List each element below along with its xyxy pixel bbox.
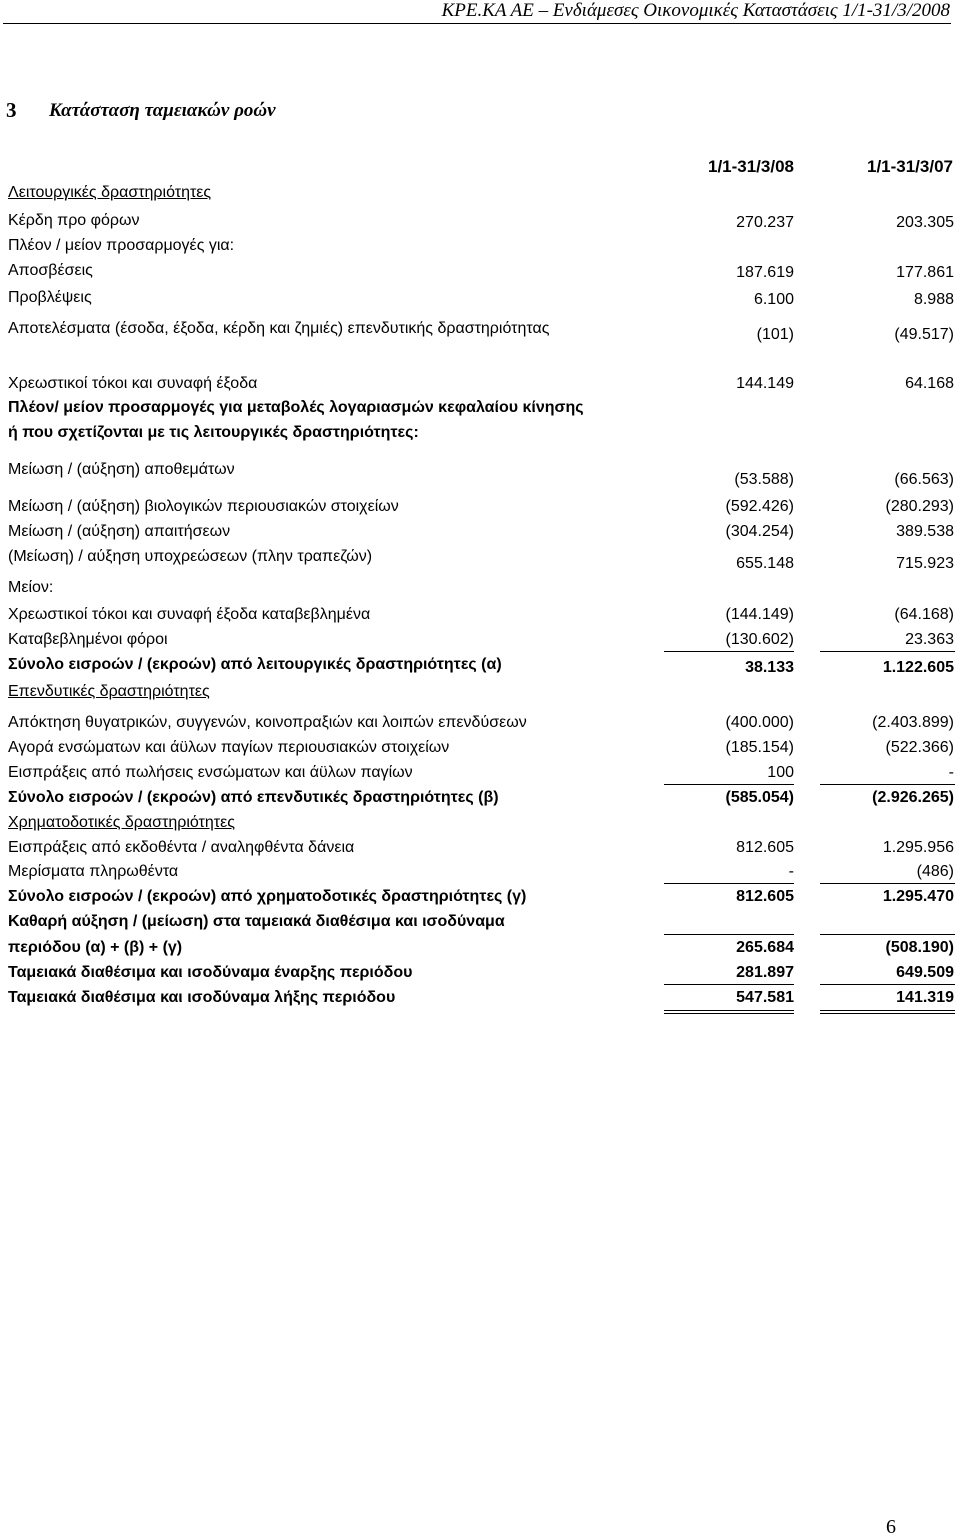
row-label: Προβλέψεις (8, 289, 92, 306)
row-value-prior: (2.926.265) (872, 789, 954, 806)
total-rule-prior-double (820, 1013, 955, 1014)
row-label: ή που σχετίζονται με τις λειτουργικές δραστηριότητες: (8, 424, 419, 441)
column-header-current: 1/1-31/3/08 (707, 157, 794, 176)
total-rule-current (664, 1010, 794, 1011)
row-value-prior: 203.305 (896, 214, 954, 231)
row-value-prior: 177.861 (896, 264, 954, 281)
row-value-current: 6.100 (753, 291, 794, 308)
row-label: Αγορά ενσώματων και άϋλων παγίων περιουσιακών στοιχείων (8, 739, 450, 756)
header-rule (3, 23, 951, 24)
row-label: Ταμειακά διαθέσιμα και ισοδύναμα λήξης περιόδου (8, 989, 396, 1006)
row-value-current: 547.581 (736, 989, 794, 1006)
row-value-prior: 1.295.470 (882, 888, 954, 905)
row-value-prior: (522.366) (885, 739, 954, 756)
row-value-current: (144.149) (725, 606, 794, 623)
section-number: 3 (6, 98, 17, 122)
row-value-current: 281.897 (736, 964, 794, 981)
subtotal-rule-current (664, 784, 794, 785)
row-value-current: (304.254) (725, 523, 794, 540)
row-label: Αποτελέσματα (έσοδα, έξοδα, κέρδη και ζημιές) επενδυτικής δραστηριότητας (8, 320, 550, 337)
row-value-current: 144.149 (736, 375, 794, 392)
total-rule-prior (820, 1010, 955, 1011)
row-value-prior: 23.363 (905, 631, 954, 648)
subtotal-rule-prior (820, 651, 955, 652)
row-value-prior: (2.403.899) (872, 714, 954, 731)
section-title: Κατάσταση ταμειακών ροών (49, 100, 276, 121)
row-label: Μερίσματα πληρωθέντα (8, 863, 179, 880)
subtotal-rule-current (664, 651, 794, 652)
subtotal-rule-prior (820, 934, 955, 935)
row-label: Πλέον / μείον προσαρμογές για: (8, 237, 235, 254)
page-number: 6 (886, 1516, 896, 1538)
row-label: Εισπράξεις από εκδοθέντα / αναληφθέντα δάνεια (8, 839, 355, 856)
row-value-prior: 389.538 (896, 523, 954, 540)
row-label: Χρεωστικοί τόκοι και συναφή έξοδα (8, 375, 258, 392)
row-value-current: 812.605 (736, 888, 794, 905)
row-value-prior: - (948, 764, 954, 781)
column-header-prior: 1/1-31/3/07 (866, 157, 953, 176)
row-value-current: (130.602) (725, 631, 794, 648)
running-header: ΚΡΕ.ΚΑ ΑΕ – Ενδιάμεσες Οικονομικές Καταστάσεις 1/1-31/3/2008 (441, 0, 950, 21)
row-value-current: 265.684 (736, 939, 794, 956)
row-value-prior: (66.563) (894, 471, 954, 488)
subtotal-rule-prior (820, 784, 955, 785)
row-label: περιόδου (α) + (β) + (γ) (8, 939, 183, 956)
row-label: Σύνολο εισροών / (εκροών) από χρηματοδοτικές δραστηριότητες (γ) (8, 888, 527, 905)
row-value-current: - (788, 863, 794, 880)
subtotal-rule-prior (820, 984, 955, 985)
row-value-prior: 715.923 (896, 555, 954, 572)
total-rule-current-double (664, 1013, 794, 1014)
row-label: Ταμειακά διαθέσιμα και ισοδύναμα έναρξης περιόδου (8, 964, 413, 981)
row-label: Μείωση / (αύξηση) βιολογικών περιουσιακών στοιχείων (8, 498, 399, 515)
row-value-current: (400.000) (725, 714, 794, 731)
row-label: Καθαρή αύξηση / (μείωση) στα ταμειακά διαθέσιμα και ισοδύναμα (8, 913, 505, 930)
row-label: Επενδυτικές δραστηριότητες (8, 683, 210, 700)
row-value-prior: 649.509 (896, 964, 954, 981)
row-value-prior: (280.293) (885, 498, 954, 515)
row-value-prior: (49.517) (894, 326, 954, 343)
row-value-prior: (508.190) (885, 939, 954, 956)
row-label: Απόκτηση θυγατρικών, συγγενών, κοινοπραξιών και λοιπών επενδύσεων (8, 714, 527, 731)
row-label: Εισπράξεις από πωλήσεις ενσώματων και άϋλων παγίων (8, 764, 413, 781)
row-value-current: (101) (756, 326, 794, 343)
row-value-current: (185.154) (725, 739, 794, 756)
row-value-current: (592.426) (725, 498, 794, 515)
row-value-prior: 141.319 (896, 989, 954, 1006)
row-value-prior: (486) (916, 863, 954, 880)
row-value-prior: 1.295.956 (882, 839, 954, 856)
row-label: Χρεωστικοί τόκοι και συναφή έξοδα καταβεβλημένα (8, 606, 371, 623)
row-value-prior: 64.168 (905, 375, 954, 392)
subtotal-rule-prior (820, 883, 955, 884)
row-value-current: 100 (767, 764, 794, 781)
row-label: Πλέον/ μείον προσαρμογές για μεταβολές λογαριασμών κεφαλαίου κίνησης (8, 399, 584, 416)
row-label: Σύνολο εισροών / (εκροών) από επενδυτικές δραστηριότητες (β) (8, 789, 499, 806)
row-label: Μείωση / (αύξηση) απαιτήσεων (8, 523, 231, 540)
row-label: Κέρδη προ φόρων (8, 212, 140, 229)
row-value-prior: (64.168) (894, 606, 954, 623)
row-label: (Μείωση) / αύξηση υποχρεώσεων (πλην τραπεζών) (8, 548, 373, 565)
row-value-current: 270.237 (736, 214, 794, 231)
subtotal-rule-current (664, 934, 794, 935)
row-value-current: 38.133 (745, 659, 794, 676)
subtotal-rule-current (664, 883, 794, 884)
row-value-current: 812.605 (736, 839, 794, 856)
row-value-prior: 1.122.605 (882, 659, 954, 676)
subtotal-rule-current (664, 984, 794, 985)
row-value-current: 187.619 (736, 264, 794, 281)
row-label: Μείον: (8, 579, 54, 596)
row-label: Χρηματοδοτικές δραστηριότητες (8, 814, 235, 831)
row-value-prior: 8.988 (913, 291, 954, 308)
row-label: Λειτουργικές δραστηριότητες (8, 184, 212, 201)
row-label: Μείωση / (αύξηση) αποθεμάτων (8, 461, 235, 478)
row-label: Σύνολο εισροών / (εκροών) από λειτουργικές δραστηριότητες (α) (8, 656, 502, 673)
row-label: Αποσβέσεις (8, 262, 93, 279)
row-value-current: (585.054) (725, 789, 794, 806)
row-label: Καταβεβλημένοι φόροι (8, 631, 168, 648)
row-value-current: 655.148 (736, 555, 794, 572)
row-value-current: (53.588) (734, 471, 794, 488)
